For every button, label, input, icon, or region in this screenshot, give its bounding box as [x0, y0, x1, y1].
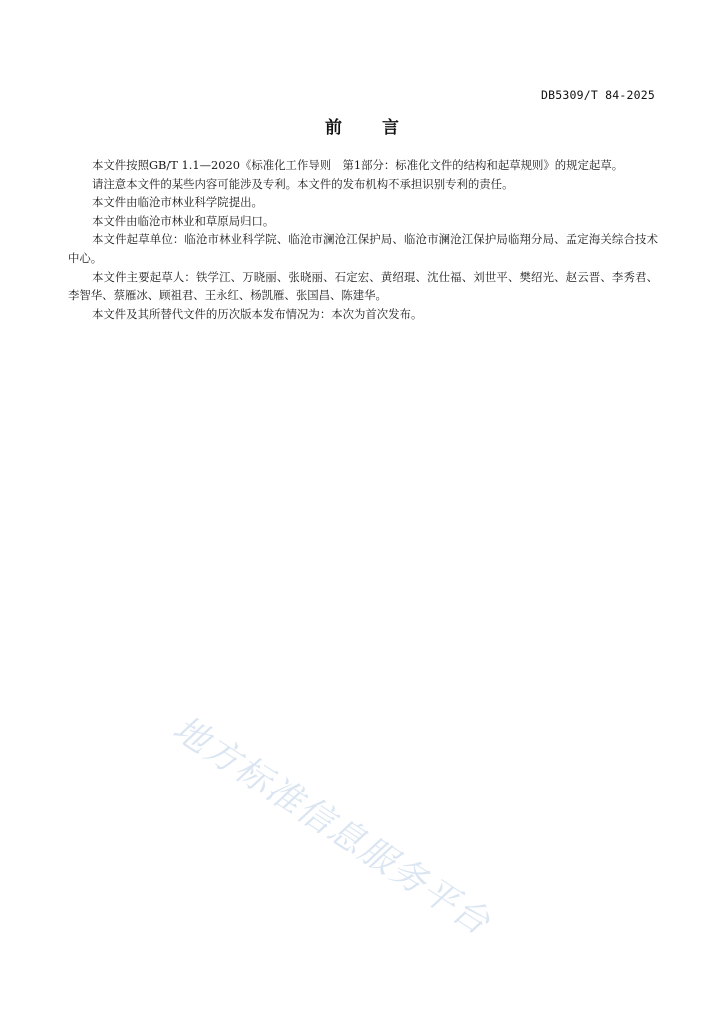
paragraph-drafters: 本文件主要起草人：铁学江、万晓丽、张晓丽、石定宏、黄绍琨、沈仕福、刘世平、樊绍光、赵云晋、李秀君、李智华、蔡雁冰、顾祖君、王永红、杨凯雁、张国昌、陈建华。: [68, 269, 658, 303]
paragraph-standard-basis: 本文件按照GB/T 1.1—2020《标准化工作导则 第1部分：标准化文件的结构和起草规则》的规定起草。: [92, 158, 624, 172]
paragraph-version-history: 本文件及其所替代文件的历次版本发布情况为：本次为首次发布。: [92, 306, 423, 321]
page-title: 前言: [325, 118, 439, 138]
watermark: 地方标准信息服务平台: [165, 708, 498, 944]
paragraph-patent-notice: 请注意本文件的某些内容可能涉及专利。本文件的发布机构不承担识别专利的责任。: [92, 176, 514, 191]
paragraph-proposer: 本文件由临沧市林业科学院提出。: [92, 195, 263, 210]
paragraph-administrator: 本文件由临沧市林业和草原局归口。: [92, 213, 275, 228]
document-code: DB5309/T 84-2025: [541, 88, 655, 102]
paragraph-drafting-units: 本文件起草单位：临沧市林业科学院、临沧市澜沧江保护局、临沧市澜沧江保护局临翔分局、孟定海关综合技术中心。: [68, 232, 658, 265]
preface-body: [68, 156, 658, 323]
